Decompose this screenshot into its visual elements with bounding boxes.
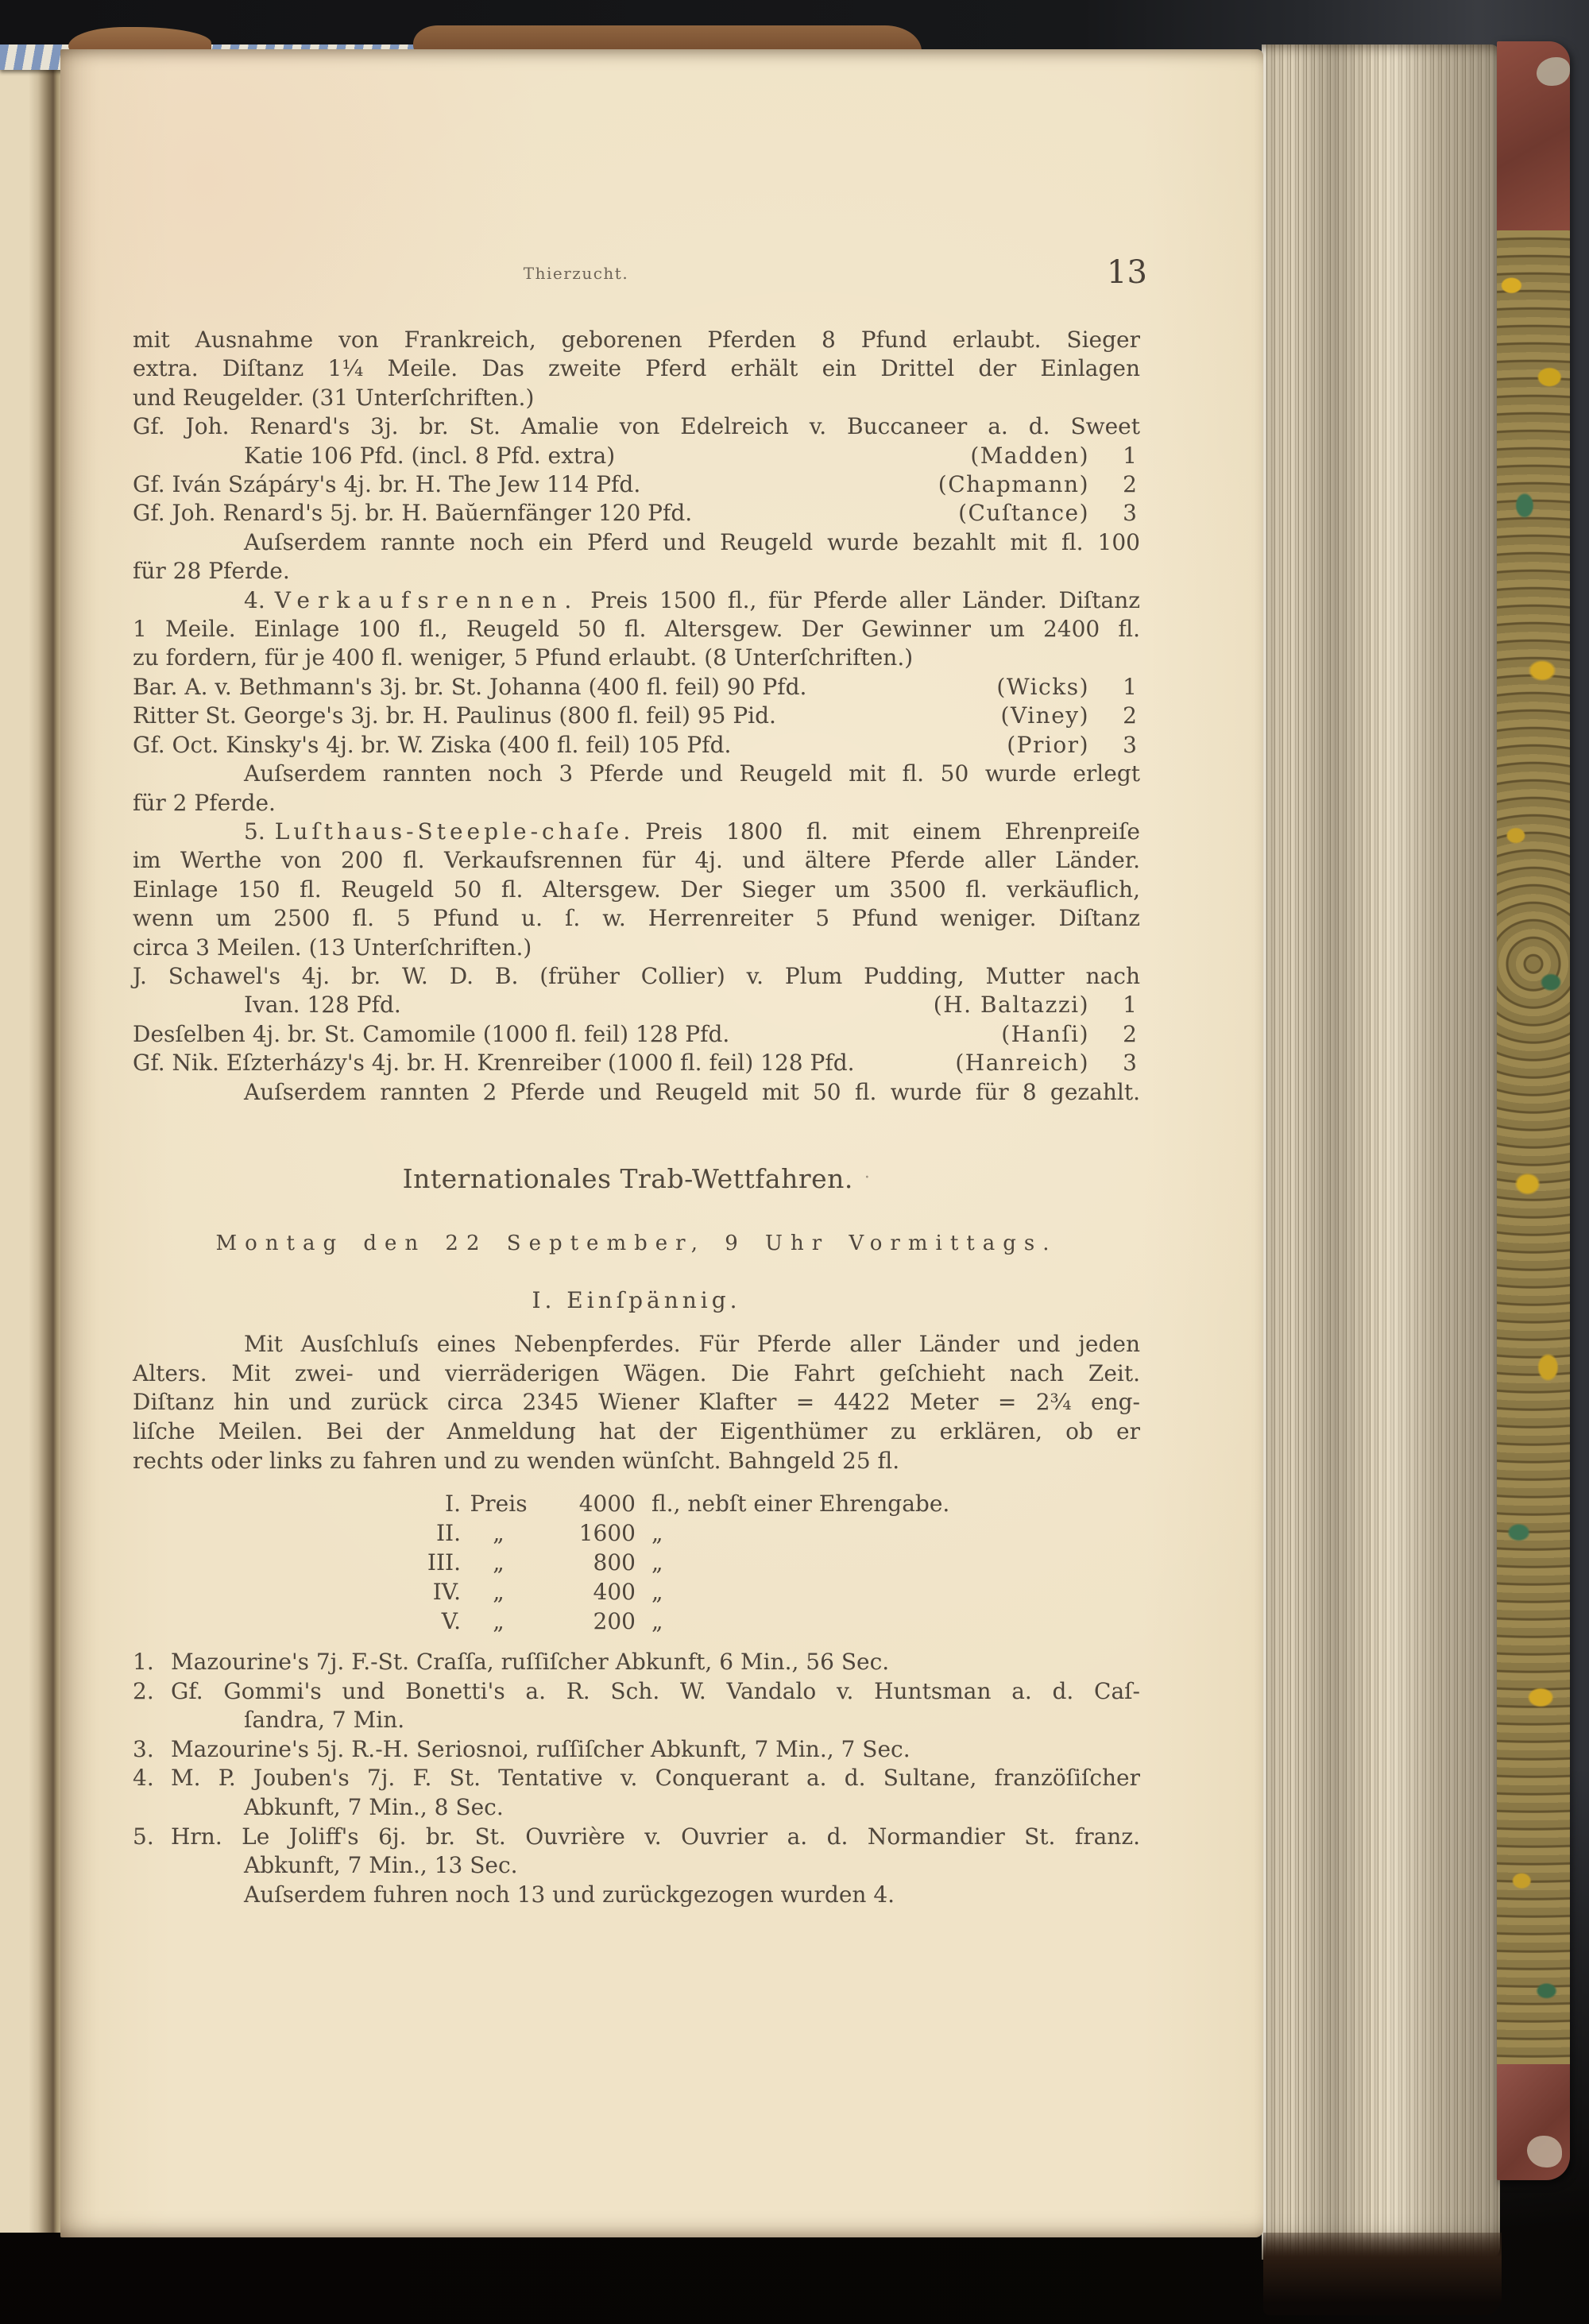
page (60, 49, 1263, 2237)
event-date-line: Montag den 22 September, 9 Uhr Vormittags. (215, 1232, 1057, 1255)
result-entry (133, 499, 1140, 528)
text-line: Diſtanz hin und zurück circa 2345 Wiener Klafter = 4422 Meter = 2³⁄₄ eng- (133, 1389, 1140, 1416)
prize-amount: 4000 (578, 1491, 636, 1517)
prize-suffix: „ (651, 1579, 663, 1605)
prize-row (133, 1518, 1140, 1548)
result-text: Mazourine's 7j. F.-St. Craſſa, ruſſiſcher Abkunft, 6 Min., 56 Sec. (171, 1649, 890, 1675)
race-name: Verkaufsrennen. (274, 586, 580, 613)
jockey-name: (H. Baltazzi) (933, 992, 1089, 1019)
text-line: Auſserdem rannten noch 3 Pferde und Reugeld mit fl. 50 wurde erlegt (244, 760, 1140, 787)
prize-label: Preis (470, 1491, 528, 1517)
prize-rank: III. (427, 1549, 461, 1576)
result-entry (133, 731, 1140, 760)
prize-row (133, 1577, 1140, 1607)
result-number: 4. (133, 1765, 154, 1792)
result-entry (133, 702, 1140, 730)
section-heading (133, 1163, 1140, 1194)
fore-edge-page-stack (1262, 44, 1500, 2260)
prize-row (133, 1489, 1140, 1518)
text-line: Auſserdem rannte noch ein Pferd und Reugeld wurde bezahlt mit fl. 100 (244, 528, 1140, 555)
result-number: 1. (133, 1649, 154, 1675)
text-line: 1 Meile. Einlage 100 fl., Reugeld 50 fl. Altersgew. Der Gewinner um 2400 fl. (133, 616, 1140, 643)
trab-results-list (133, 1648, 1140, 1909)
race-title-line (133, 586, 1140, 615)
race-conditions: Preis 1500 fl., für Pferde aller Länder. Diſtanz (590, 586, 1140, 613)
facing-page-edge (0, 67, 64, 2233)
jockey-name: (Hanſi) (1001, 1020, 1089, 1047)
horse-entry: Gf. Oct. Kinsky's 4j. br. W. Ziska (400 fl. feil) 105 Pfd. (133, 731, 732, 758)
race-number: 5. (244, 818, 265, 845)
horse-entry: Gf. Nik. Eſzterházy's 4j. br. H. Krenreiber (1000 fl. feil) 128 Pfd. (133, 1050, 855, 1077)
placing: 2 (1123, 471, 1137, 498)
text-line: mit Ausnahme von Frankreich, geborenen Pferden 8 Pfund erlaubt. Sieger (133, 327, 1140, 353)
prize-label: „ (493, 1608, 505, 1634)
horse-entry: Ritter St. George's 3j. br. H. Paulinus (800 fl. feil) 95 Pid. (133, 702, 776, 729)
horse-entry: Bar. A. v. Bethmann's 3j. br. St. Johanna (400 fl. feil) 90 Pfd. (133, 673, 807, 700)
result-text: M. P. Jouben's 7j. F. St. Tentative v. Conquerant a. d. Sultane, franzöſiſcher (171, 1765, 1140, 1792)
result-number: 2. (133, 1677, 154, 1704)
result-number: 3. (133, 1735, 154, 1762)
result-continuation: ſandra, 7 Min. (244, 1707, 405, 1734)
result-entry (133, 442, 1140, 470)
jockey-name: (Wicks) (996, 673, 1089, 700)
placing: 1 (1123, 673, 1137, 700)
result-entry (133, 1020, 1140, 1049)
stray-ink-mark: · (864, 1168, 871, 1188)
conditions-paragraph (133, 1330, 1140, 1476)
text-line: extra. Diſtanz 1¹⁄₄ Meile. Das zweite Pferd erhält ein Drittel der Einlagen (133, 355, 1140, 382)
jockey-name: (Viney) (1000, 702, 1089, 729)
result-text: Mazourine's 5j. R.-H. Seriosnoi, ruſſiſcher Abkunft, 7 Min., 7 Sec. (171, 1735, 910, 1762)
prize-amount: 400 (593, 1579, 636, 1605)
result-entry (133, 470, 1140, 499)
text-line: im Werthe von 200 fl. Verkaufsrennen für 4j. und ältere Pferde aller Länder. (133, 847, 1140, 874)
prize-suffix: „ (651, 1549, 663, 1576)
section-heading-text: Internationales Trab-Wettfahren. (402, 1163, 853, 1194)
prize-row (133, 1548, 1140, 1577)
result-line (133, 1648, 1140, 1677)
text-line: Einlage 150 fl. Reugeld 50 fl. Altersgew. Der Sieger um 3500 fl. verkäuflich, (133, 876, 1140, 903)
horse-entry: Ivan. 128 Pfd. (244, 992, 401, 1019)
prize-suffix: „ (651, 1608, 663, 1634)
prize-amount: 800 (593, 1549, 636, 1576)
text-line: Gf. Joh. Renard's 3j. br. St. Amalie von Edelreich v. Buccaneer a. d. Sweet (133, 413, 1140, 440)
placing: 3 (1123, 731, 1137, 758)
prize-label: „ (493, 1549, 505, 1576)
text-line: und Reugelder. (31 Unterſchriften.) (133, 384, 535, 411)
prize-amount: 200 (593, 1608, 636, 1634)
prize-suffix: „ (651, 1520, 663, 1546)
class-heading: I. Einſpännig. (532, 1287, 741, 1313)
result-continuation: Abkunft, 7 Min., 13 Sec. (244, 1852, 518, 1879)
placing: 2 (1123, 1020, 1137, 1047)
page-number: 13 (1107, 254, 1147, 291)
placing: 3 (1123, 500, 1137, 527)
prize-rank: II. (435, 1520, 461, 1546)
result-text: Hrn. Le Joliff's 6j. br. St. Ouvrière v. Ouvrier a. d. Normandier St. franz. (171, 1823, 1140, 1850)
race-results-block (133, 326, 1140, 1107)
text-line: circa 3 Meilen. (13 Unterſchriften.) (133, 934, 532, 961)
board-bottom-edge (1263, 2233, 1502, 2315)
race-conditions: Preis 1800 fl. mit einem Ehrenpreiſe (645, 818, 1140, 845)
race-name: Luſthaus-Steeple-chaſe. (274, 818, 635, 845)
prize-rank: IV. (432, 1579, 461, 1605)
text-line: rechts oder links zu fahren und zu wenden wünſcht. Bahngeld 25 fl. (133, 1447, 900, 1474)
text-line: Mit Ausſchluſs eines Nebenpferdes. Für Pferde aller Länder und jeden (244, 1331, 1140, 1357)
text-line: für 2 Pferde. (133, 789, 276, 816)
horse-entry: Gf. Joh. Renard's 5j. br. H. Baŭernfänger 120 Pfd. (133, 500, 693, 527)
cover-board (1497, 41, 1570, 2180)
horse-entry: Katie 106 Pfd. (incl. 8 Pfd. extra) (244, 442, 616, 469)
placing: 3 (1123, 1050, 1137, 1077)
jockey-name: (Hanreich) (955, 1050, 1089, 1077)
horse-entry: Gf. Iván Szápáry's 4j. br. H. The Jew 114 Pfd. (133, 471, 641, 498)
placing: 2 (1123, 702, 1137, 729)
prize-amount: 1600 (578, 1520, 636, 1546)
result-entry (133, 1049, 1140, 1077)
prize-list (133, 1489, 1140, 1636)
prize-rank: I. (445, 1491, 461, 1517)
prize-row (133, 1607, 1140, 1636)
result-line (133, 1735, 1140, 1765)
prize-label: „ (493, 1579, 505, 1605)
text-line: wenn um 2500 fl. 5 Pfund u. ſ. w. Herrenreiter 5 Pfund weniger. Diſtanz (133, 905, 1140, 932)
prize-rank: V. (441, 1608, 461, 1634)
placing: 1 (1123, 442, 1137, 469)
text-line: liſche Meilen. Bei der Anmeldung hat der Eigenthümer zu erklären, ob er (133, 1418, 1140, 1445)
corner-wear-patch (1527, 2136, 1562, 2167)
horse-entry: Desſelben 4j. br. St. Camomile (1000 fl. feil) 128 Pfd. (133, 1020, 730, 1047)
result-continuation: Abkunft, 7 Min., 8 Sec. (244, 1793, 504, 1820)
result-line (133, 1764, 1140, 1793)
result-entry (133, 673, 1140, 702)
running-title: Thierzucht. (523, 264, 629, 283)
prize-label: „ (493, 1520, 505, 1546)
result-text: Gf. Gommi's und Bonetti's a. R. Sch. W. Vandalo v. Huntsman a. d. Caſ- (171, 1677, 1140, 1704)
text-line: zu fordern, für je 400 fl. weniger, 5 Pfund erlaubt. (8 Unterſchriften.) (133, 644, 914, 671)
result-line (133, 1823, 1140, 1852)
result-number: 5. (133, 1823, 154, 1850)
jockey-name: (Madden) (970, 442, 1089, 469)
jockey-name: (Cuſtance) (958, 500, 1089, 527)
placing: 1 (1123, 992, 1137, 1019)
jockey-name: (Prior) (1007, 731, 1089, 758)
jockey-name: (Chapmann) (938, 471, 1089, 498)
text-line: für 28 Pferde. (133, 558, 290, 585)
text-line: Alters. Mit zwei- und vierräderigen Wägen. Die Fahrt geſchieht nach Zeit. (133, 1359, 1140, 1386)
result-line (133, 1677, 1140, 1707)
race-number: 4. (244, 586, 265, 613)
prize-suffix: fl., nebſt einer Ehrengabe. (651, 1491, 950, 1517)
race-title-line (133, 818, 1140, 846)
text-line: Auſserdem rannten 2 Pferde und Reugeld mit 50 fl. wurde für 8 gezahlt. (244, 1078, 1140, 1105)
cover-marbled-paper (1497, 230, 1570, 2064)
result-entry (133, 991, 1140, 1019)
closing-note: Auſserdem fuhren noch 13 und zurückgezogen wurden 4. (244, 1881, 895, 1908)
text-line: J. Schawel's 4j. br. W. D. B. (früher Collier) v. Plum Pudding, Mutter nach (133, 962, 1140, 989)
